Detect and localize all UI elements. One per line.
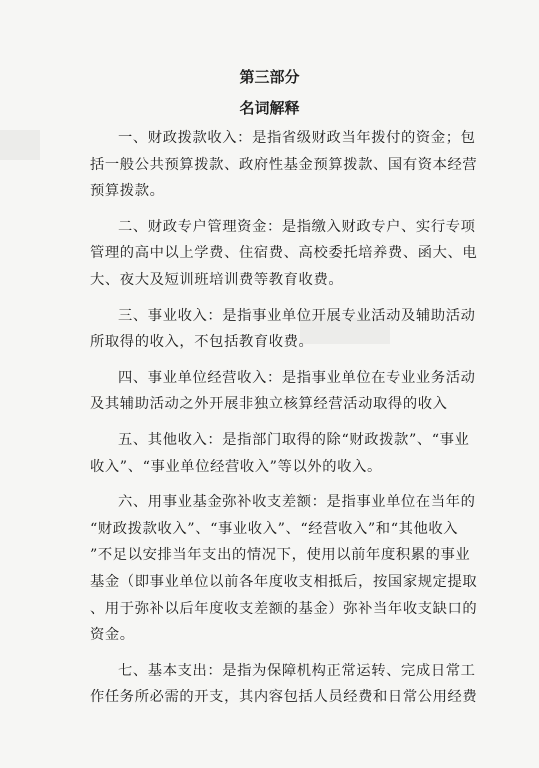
text-line: 括一般公共预算拨款、政府性基金预算拨款、国有资本经营 [90,156,478,173]
paragraph-business-fund-offset [90,489,478,649]
text-line: 三、事业收入：是指事业单位开展专业活动及辅助活动 [118,307,476,324]
text-line: 管理的高中以上学费、住宿费、高校委托培养费、函大、电 [90,245,478,262]
text-line: ”不足以安排当年支出的情况下，使用以前年度积累的事业 [90,547,471,564]
text-line: 预算拨款。 [90,183,165,200]
paragraph-financial-appropriation-income [90,125,478,205]
text-line: 五、其他收入：是指部门取得的除“财政拨款”、“事业 [118,431,470,448]
section-title: 第三部分 [239,68,300,86]
text-line: “财政拨款收入”、“事业收入”、“经营收入”和“其他收入 [90,520,459,537]
text-line: 七、基本支出：是指为保障机构正常运转、完成日常工 [118,662,476,679]
text-line: 、用于弥补以后年度收支差额的基金）弥补当年收支缺口的 [90,600,478,617]
text-line: 所取得的收入，不包括教育收费。 [90,334,314,351]
text-line: 收入”、“事业单位经营收入”等以外的收入。 [90,458,382,475]
paragraph-special-account-funds [90,214,478,294]
text-line: 资金。 [90,627,135,644]
paragraph-basic-expenditure [90,658,478,711]
paragraph-business-income [90,303,476,356]
text-line: 基金（即事业单位以前各年度收支相抵后，按国家规定提取 [90,573,478,590]
text-line: 二、财政专户管理资金：是指缴入财政专户、实行专项 [118,218,476,235]
text-line: 一、财政拨款收入：是指省级财政当年拨付的资金；包 [118,130,476,146]
paragraph-other-income [90,427,470,480]
text-line: 大、夜大及短训班培训费等教育收费。 [90,271,344,288]
text-line: 及其辅助活动之外开展非独立核算经营活动取得的收入 [90,396,448,413]
text-line: 四、事业单位经营收入：是指事业单位在专业业务活动 [118,369,476,386]
scan-smudge [0,130,40,160]
text-line: 六、用事业基金弥补收支差额：是指事业单位在当年的 [118,494,476,511]
document-body [90,125,478,711]
section-subtitle: 名词解释 [239,99,300,117]
text-line: 作任务所必需的开支，其内容包括人员经费和日常公用经费 [90,689,478,706]
paragraph-operating-income [90,365,476,418]
